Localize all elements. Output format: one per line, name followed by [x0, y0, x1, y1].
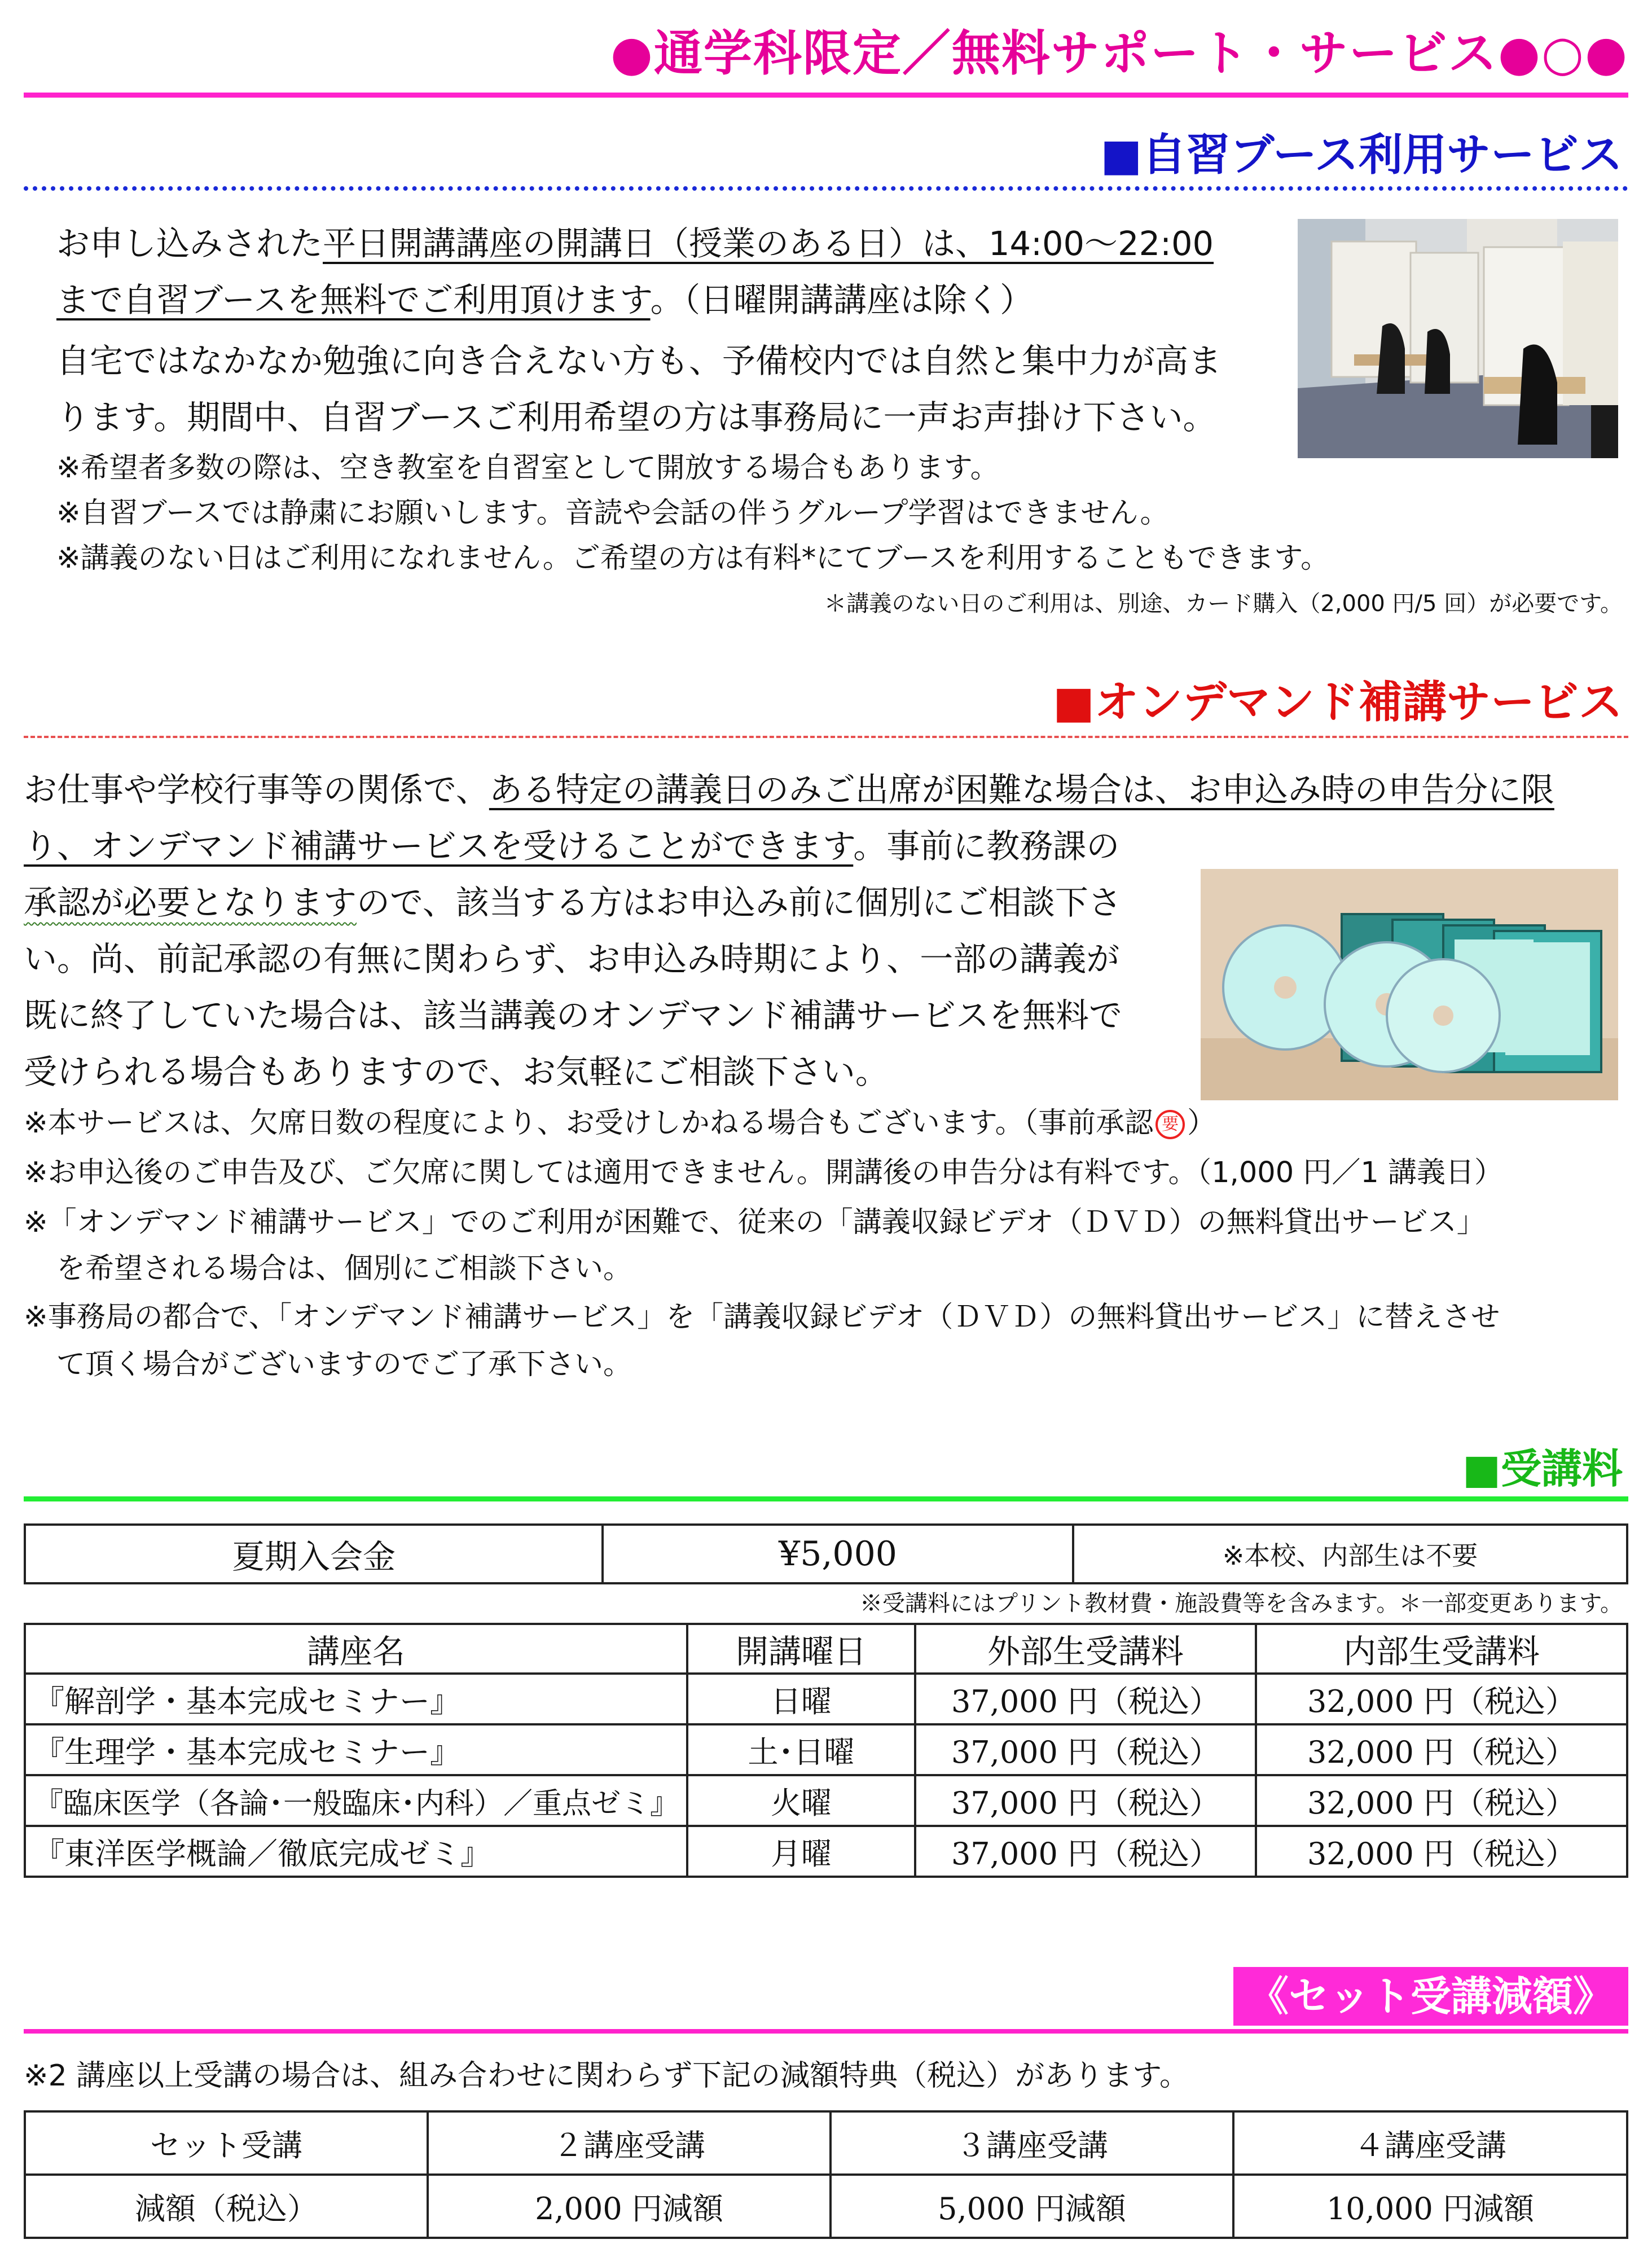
set-header-label: セット受講: [25, 2111, 428, 2175]
booth-line-1-pre: お申し込みされた: [56, 224, 323, 263]
table-row: [25, 1674, 1627, 1724]
header-external-fee: 外部生受講料: [915, 1624, 1256, 1674]
table-row: [25, 1775, 1627, 1826]
ondemand-note-1-text: ※本サービスは、欠席日数の程度により、お受けしかねる場合もございます。（事前承認: [24, 1106, 1154, 1140]
booth-line-2-post: 。（日曜開講講座は除く）: [650, 280, 1034, 319]
booth-note-2: ※自習ブースでは静粛にお願いします。音読や会話の伴うグループ学習はできません。: [56, 497, 1169, 530]
fees-title: ■受講料: [1462, 1445, 1623, 1492]
ondemand-note-1-close: ）: [1187, 1106, 1216, 1140]
course-weekday: 土･日曜: [687, 1724, 915, 1775]
set-discount-3: 5,000 円減額: [831, 2175, 1233, 2238]
table-row: [25, 1826, 1627, 1877]
ondemand-note-3a: ※「オンデマンド補講サービス」でのご利用が困難で、従来の「講義収録ビデオ（ＤＶＤ）の無料貸出サービス」: [24, 1206, 1486, 1239]
set-header-4: ４講座受講: [1233, 2111, 1627, 2175]
ondemand-line-2-post: 。事前に教務課の: [853, 827, 1120, 866]
ondemand-note-2: ※お申込後のご申告及び、ご欠席に関しては適用できません。開講後の申告分は有料です。（1,000 円／1 講義日）: [24, 1156, 1504, 1189]
set-discount-4: 10,000 円減額: [1233, 2175, 1627, 2238]
booth-divider: [24, 186, 1628, 191]
course-name: 『生理学・基本完成セミナー』: [25, 1724, 687, 1775]
fees-table-note: ※受講料にはプリント教材費・施設費等を含みます。＊一部変更あります。: [860, 1591, 1623, 1617]
main-title: ●通学科限定／無料サポート・サービス●○●: [610, 25, 1628, 82]
booth-note-3: ※講義のない日はご利用になれません。ご希望の方は有料*にてブースを利用することもできます。: [56, 542, 1330, 575]
ondemand-line-1: [24, 762, 1554, 818]
course-external-fee: 37,000 円（税込）: [915, 1775, 1256, 1826]
course-internal-fee: 32,000 円（税込）: [1256, 1826, 1627, 1877]
set-header-2: ２講座受講: [428, 2111, 831, 2175]
booth-note-1: ※希望者多数の際は、空き教室を自習室として開放する場合もあります。: [56, 451, 999, 485]
set-discount-header-row: [25, 2111, 1627, 2175]
booth-line-3: 自宅ではなかなか勉強に向き合えない方も、予備校内では自然と集中力が高ま: [56, 341, 1222, 380]
ondemand-line-2-underlined: り、オンデマンド補講サービスを受けることができます: [24, 827, 854, 866]
ondemand-line-2: [24, 818, 1119, 875]
course-fee-table: [24, 1623, 1628, 1878]
course-internal-fee: 32,000 円（税込）: [1256, 1775, 1627, 1826]
ondemand-line-6: 受けられる場合もありますので、お気軽にご相談下さい。: [24, 1052, 889, 1091]
booth-line-1-underlined: 平日開講講座の開講日（授業のある日）は、14:00〜22:00: [323, 224, 1214, 263]
set-header-3: ３講座受講: [831, 2111, 1233, 2175]
entrance-fee-note: ※本校、内部生は不要: [1073, 1525, 1627, 1583]
fees-rule: [24, 1496, 1628, 1501]
ondemand-note-4b: て頂く場合がございますのでご了承下さい。: [56, 1348, 632, 1381]
course-name: 『東洋医学概論／徹底完成ゼミ』: [25, 1826, 687, 1877]
ondemand-line-4: い。尚、前記承認の有無に関わらず、お申込み時期により、一部の講義が: [24, 939, 1120, 978]
set-row-label: 減額（税込）: [25, 2175, 428, 2238]
dvd-set-photo: [1201, 869, 1618, 1100]
course-weekday: 火曜: [687, 1775, 915, 1826]
entrance-fee-label: 夏期入会金: [25, 1525, 603, 1583]
booth-line-4: ります。期間中、自習ブースご利用希望の方は事務局に一声お声掛け下さい。: [56, 398, 1216, 437]
booth-line-2-underlined: まで自習ブースを無料でご利用頂けます: [56, 280, 651, 319]
header-rule: [24, 93, 1628, 98]
booth-small-note: ＊講義のない日のご利用は、別途、カード購入（2,000 円/5 回）が必要です。: [824, 591, 1623, 617]
study-booth-photo: [1298, 219, 1618, 458]
course-internal-fee: 32,000 円（税込）: [1256, 1674, 1627, 1724]
set-discount-title: 《セット受講減額》: [1233, 1967, 1628, 2026]
ondemand-note-1: [24, 1101, 1216, 1145]
ondemand-divider: [24, 736, 1628, 738]
set-discount-note: ※2 講座以上受講の場合は、組み合わせに関わらず下記の減額特典（税込）があります。: [24, 2059, 1189, 2093]
ondemand-line-5: 既に終了していた場合は、該当講義のオンデマンド補講サービスを無料で: [24, 996, 1123, 1035]
course-internal-fee: 32,000 円（税込）: [1256, 1724, 1627, 1775]
set-rule: [24, 2029, 1628, 2034]
booth-line-1: [56, 216, 1214, 272]
booth-title: ■自習ブース利用サービス: [1100, 130, 1623, 181]
course-external-fee: 37,000 円（税込）: [915, 1724, 1256, 1775]
set-discount-table: [24, 2110, 1628, 2239]
header-internal-fee: 内部生受講料: [1256, 1624, 1627, 1674]
entrance-fee-row: [25, 1525, 1627, 1583]
booth-line-2: [56, 272, 1033, 328]
course-name: 『臨床医学（各論･一般臨床･内科）／重点ゼミ』: [25, 1775, 687, 1826]
ondemand-note-4a: ※事務局の都合で、「オンデマンド補講サービス」を「講義収録ビデオ（ＤＶＤ）の無料貸出サービス」に替えさせ: [24, 1301, 1500, 1334]
course-name: 『解剖学・基本完成セミナー』: [25, 1674, 687, 1724]
ondemand-line-1-underlined: ある特定の講義日のみご出席が困難な場合は、お申込み時の申告分に限: [489, 770, 1554, 809]
entrance-fee-table: [24, 1523, 1628, 1584]
table-row: [25, 1724, 1627, 1775]
course-weekday: 月曜: [687, 1826, 915, 1877]
course-weekday: 日曜: [687, 1674, 915, 1724]
required-stamp-icon: 要: [1155, 1110, 1185, 1139]
set-discount-2: 2,000 円減額: [428, 2175, 831, 2238]
ondemand-line-3-wavy: 承認が必要となります: [24, 883, 357, 922]
table-row: [25, 2175, 1627, 2238]
ondemand-line-1-pre: お仕事や学校行事等の関係で、: [24, 770, 489, 809]
course-external-fee: 37,000 円（税込）: [915, 1674, 1256, 1724]
ondemand-title: ■オンデマンド補講サービス: [1053, 677, 1623, 728]
ondemand-note-3b: を希望される場合は、個別にご相談下さい。: [56, 1252, 632, 1285]
ondemand-line-3-post: ので、該当する方はお申込み前に個別にご相談下さ: [357, 883, 1122, 922]
course-fee-header-row: [25, 1624, 1627, 1674]
header-weekday: 開講曜日: [687, 1624, 915, 1674]
ondemand-line-3: [24, 875, 1122, 931]
entrance-fee-amount: ¥5,000: [603, 1525, 1073, 1583]
header-course-name: 講座名: [25, 1624, 687, 1674]
course-external-fee: 37,000 円（税込）: [915, 1826, 1256, 1877]
